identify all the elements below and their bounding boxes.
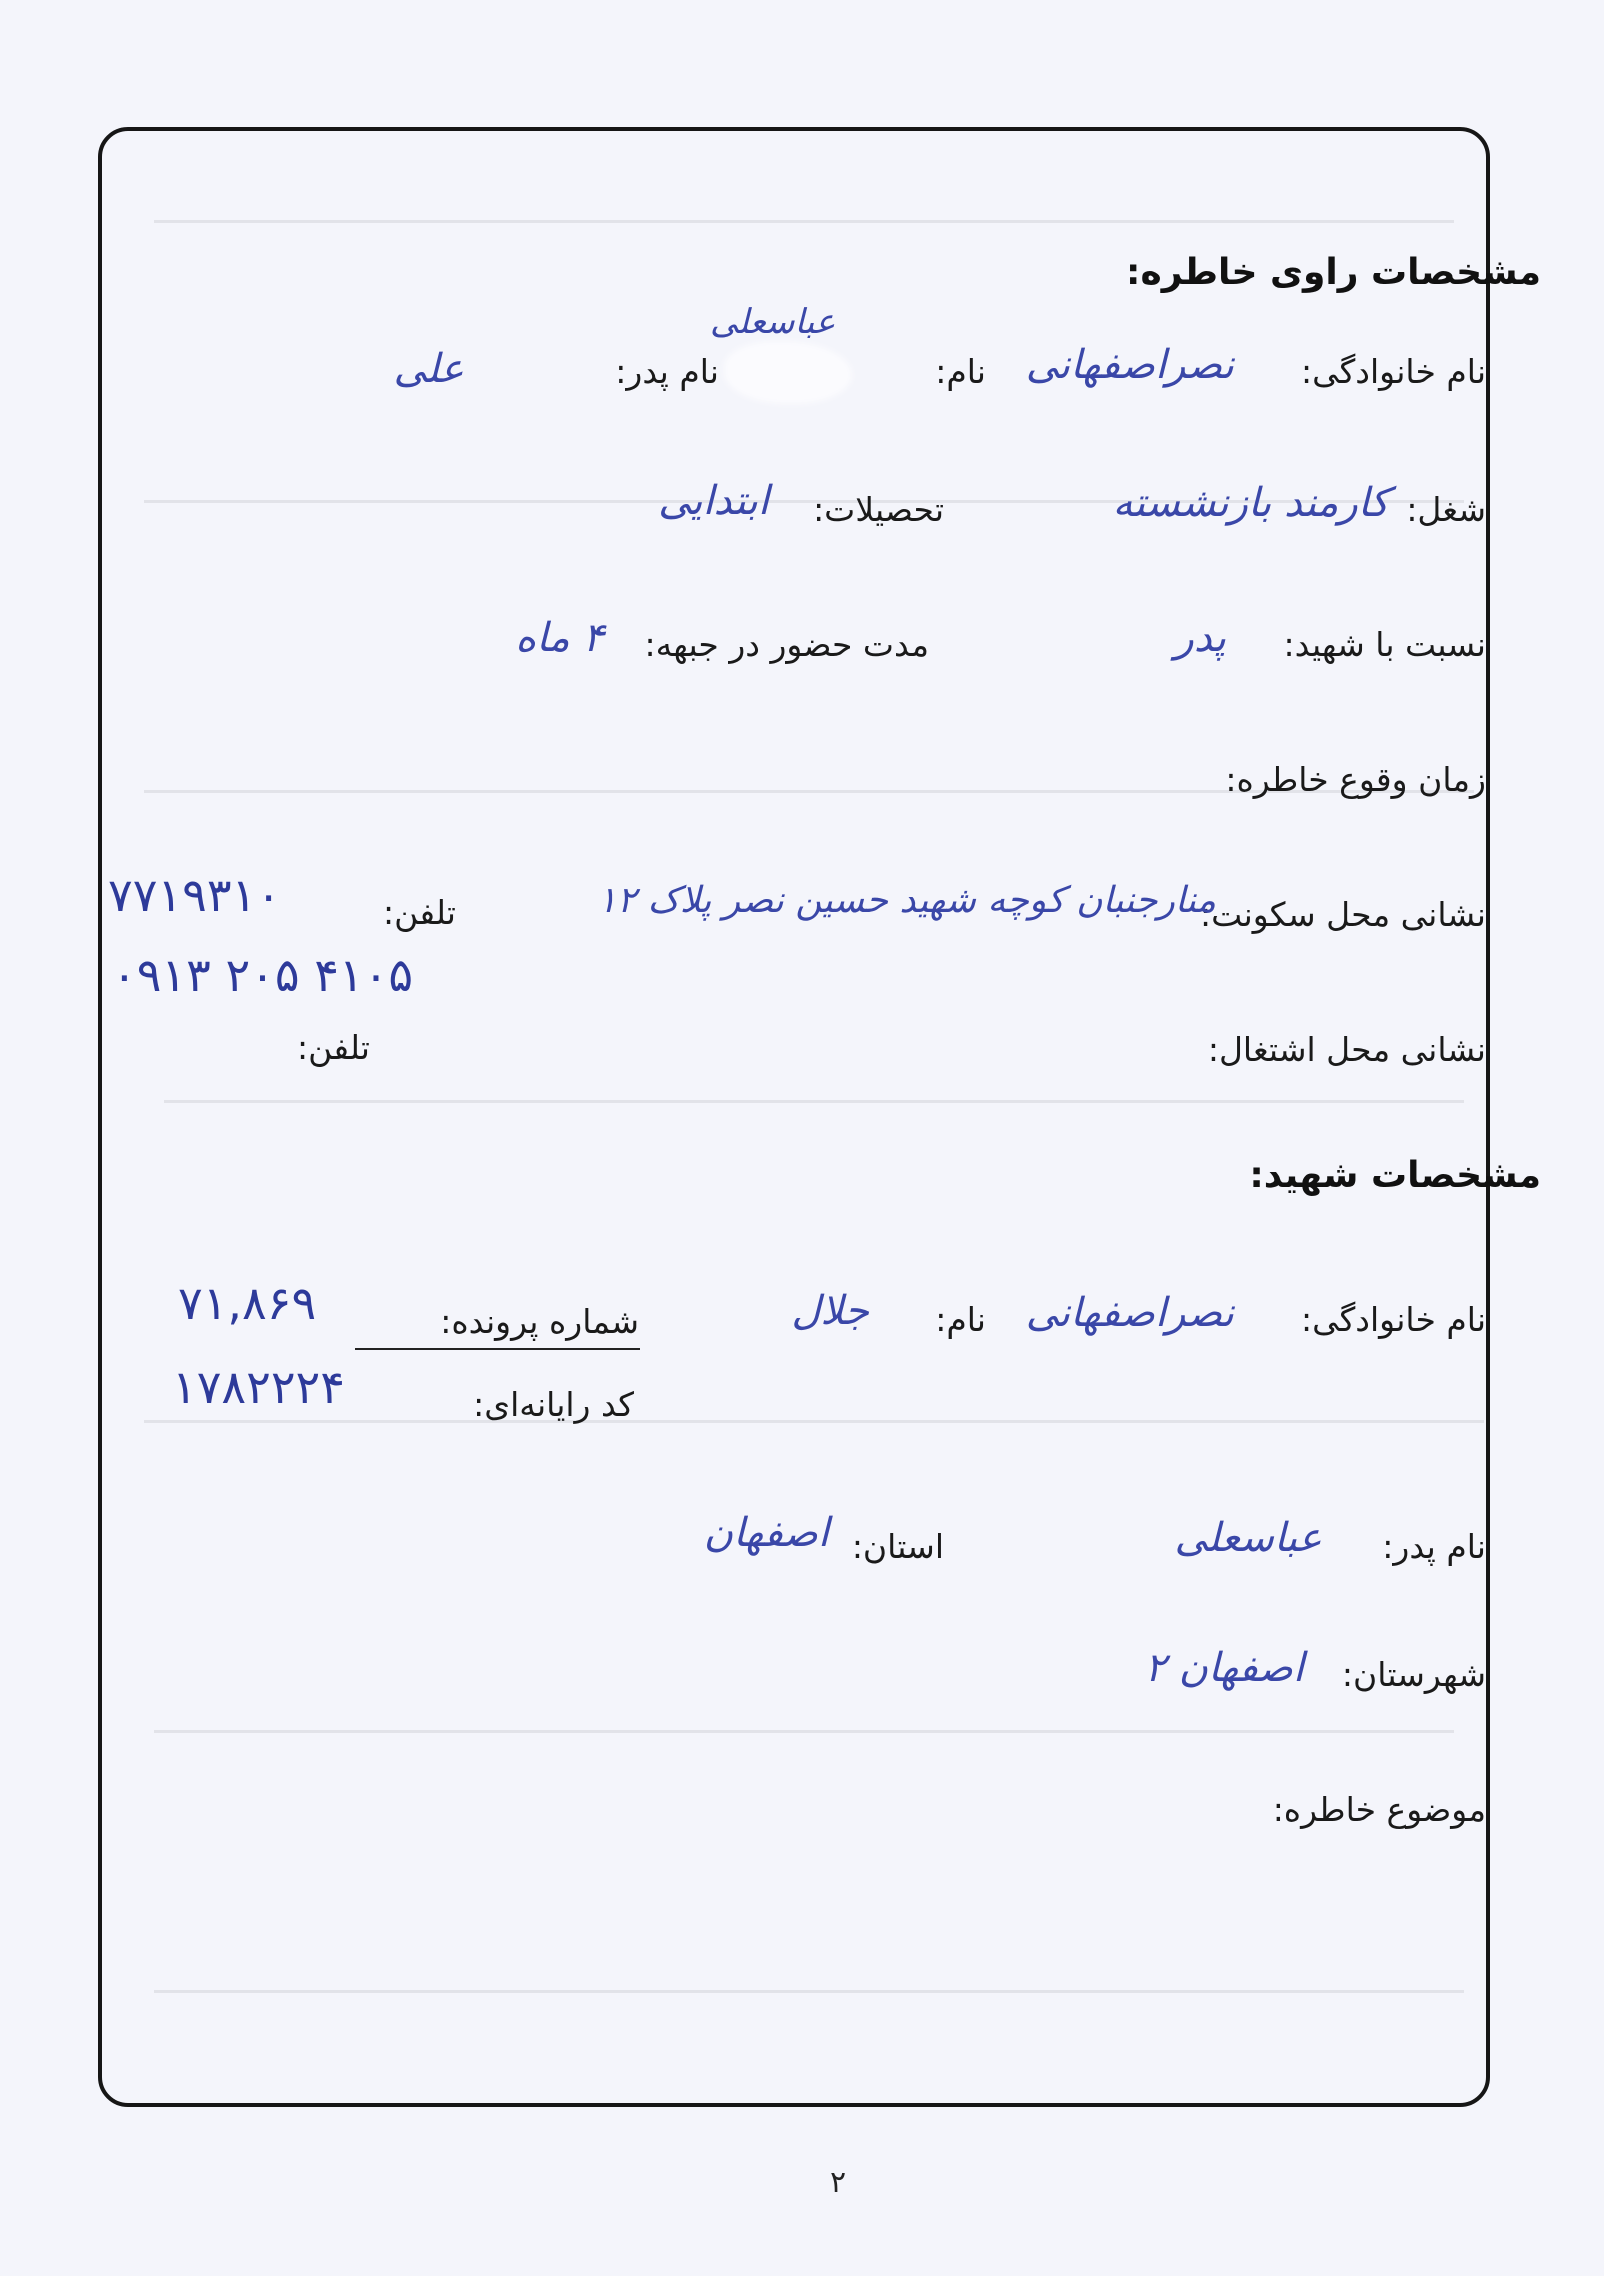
martyr-father-name-label: نام پدر:	[1382, 1527, 1486, 1566]
narrator-heading: مشخصات راوی خاطره:	[1126, 252, 1541, 293]
narrator-family-name-label: نام خانوادگی:	[1300, 352, 1486, 391]
front-duration-value: ۴ ماه	[515, 615, 604, 661]
file-number-value: ۷۱,۸۶۹	[178, 1276, 317, 1330]
computer-code-value: ۱۷۸۲۲۲۴	[172, 1360, 345, 1414]
job-label: شغل:	[1406, 490, 1486, 529]
front-duration-label: مدت حضور در جبهه:	[644, 625, 929, 664]
city-label: شهرستان:	[1341, 1655, 1486, 1694]
martyr-family-name-label: نام خانوادگی:	[1300, 1300, 1486, 1339]
city-value: اصفهان ۲	[1144, 1645, 1304, 1691]
home-phone-value: ۷۷۱۹۳۱۰	[108, 868, 281, 922]
relation-value: پدر	[1174, 615, 1226, 661]
martyr-father-name-value: عباسعلی	[1174, 1515, 1322, 1561]
home-address-label: نشانی محل سکونت:	[1200, 895, 1486, 934]
job-value: کارمند بازنشسته	[1112, 480, 1389, 526]
narrator-name-label: نام:	[935, 352, 986, 391]
narrator-family-name-value: نصراصفهانی	[1025, 342, 1234, 388]
education-value: ابتدایی	[658, 478, 769, 524]
home-phone-label: تلفن:	[382, 893, 456, 932]
martyr-family-name-value: نصراصفهانی	[1025, 1290, 1234, 1336]
education-label: تحصیلات:	[813, 490, 944, 529]
computer-code-label: کد رایانه‌ای:	[473, 1385, 634, 1424]
martyr-name-value: جلال	[791, 1288, 869, 1334]
province-value: اصفهان	[703, 1510, 829, 1556]
province-label: استان:	[851, 1527, 944, 1566]
martyr-heading: مشخصات شهید:	[1249, 1155, 1541, 1196]
narrator-father-name-label: نام پدر:	[615, 352, 719, 391]
page-number: ۲	[830, 2165, 847, 2200]
relation-label: نسبت با شهید:	[1283, 625, 1486, 664]
mobile-value: ۰۹۱۳ ۲۰۵ ۴۱۰۵	[112, 948, 414, 1002]
work-address-label: نشانی محل اشتغال:	[1207, 1030, 1486, 1069]
file-number-label: شماره پرونده:	[440, 1302, 639, 1341]
home-address-value: منارجنبان کوچه شهید حسین نصر پلاک ۱۲	[597, 880, 1216, 921]
file-number-underline	[355, 1348, 640, 1350]
work-phone-label: تلفن:	[296, 1028, 370, 1067]
memory-time-label: زمان وقوع خاطره:	[1225, 760, 1486, 799]
martyr-name-label: نام:	[935, 1300, 986, 1339]
narrator-father-name-value: علی	[393, 346, 464, 392]
memory-subject-label: موضوع خاطره:	[1272, 1790, 1486, 1829]
narrator-father-name-extra: عباسعلی	[710, 302, 836, 342]
